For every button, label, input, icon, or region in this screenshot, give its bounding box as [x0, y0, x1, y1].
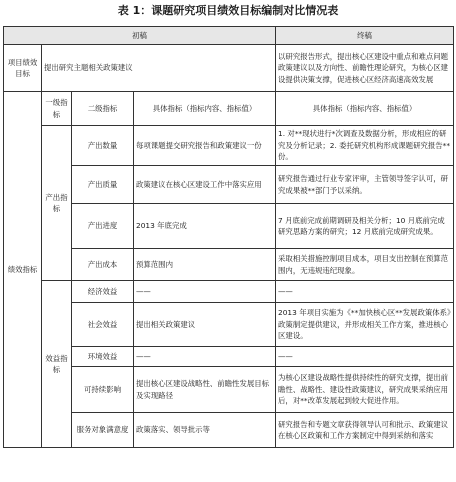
row-initial: 提出相关政策建议: [134, 303, 276, 347]
satisfaction-initial: 政策落实、领导批示等: [134, 413, 276, 448]
table-row: [4, 204, 454, 249]
project-goal-row: [4, 45, 454, 92]
table-row: [4, 126, 454, 166]
satisfaction-label: 服务对象满意度: [72, 413, 134, 448]
row-final: 为核心区建设战略性提供持续性的研究支撑，提出前瞻性、战略性、建设性政策建议，研究成果采纳应用后，对**改革发展起到较大促进作用。: [276, 367, 454, 413]
header-row: [4, 27, 454, 45]
row-initial: 政策建议在核心区建设工作中落实应用: [134, 166, 276, 204]
table-row: [4, 281, 454, 303]
row-name: 产出数量: [72, 126, 134, 166]
satisfaction-row: [4, 413, 454, 448]
row-initial: ——: [134, 281, 276, 303]
table-row: [4, 347, 454, 367]
row-name: 产出质量: [72, 166, 134, 204]
level2-header: 二级指标: [72, 92, 134, 126]
row-name: 社会效益: [72, 303, 134, 347]
row-name: 可持续影响: [72, 367, 134, 413]
row-final: 研究报告通过行业专家评审，主管领导签字认可，研究成果被**部门予以采纳。: [276, 166, 454, 204]
final-spec-header: 具体指标（指标内容、指标值）: [276, 92, 454, 126]
header-final: 终稿: [276, 27, 454, 45]
satisfaction-final: 研究报告和专题文章获得领导认可和批示、政策建议在核心区政策和工作方案制定中得到采纳和落实: [276, 413, 454, 448]
header-initial: 初稿: [4, 27, 276, 45]
row-final: 2013 年项目实施为《**加快核心区**发展政策体系》政策制定提供建议，并形成相关工作方案，推进核心区建设。: [276, 303, 454, 347]
row-name: 产出进度: [72, 204, 134, 249]
comparison-table: [3, 26, 454, 448]
initial-spec-header: 具体指标（指标内容、指标值）: [134, 92, 276, 126]
row-initial: 提出核心区建设战略性、前瞻性发展目标及实现路径: [134, 367, 276, 413]
table-title: 表 1：课题研究项目绩效目标编制对比情况表: [117, 4, 339, 17]
row-final: 1. 对**现状进行*次调查及数据分析，形成相应的研究及分析记录；2. 委托研究机构形成课题研究报告**份。: [276, 126, 454, 166]
output-indicator-label: 产出指标: [42, 126, 72, 281]
row-final: ——: [276, 347, 454, 367]
row-initial: 每项课题提交研究报告和政策建议一份: [134, 126, 276, 166]
project-goal-label: 项目绩效目标: [4, 45, 42, 92]
row-name: 产出成本: [72, 249, 134, 281]
row-initial: ——: [134, 347, 276, 367]
row-initial: 2013 年底完成: [134, 204, 276, 249]
row-name: 环境效益: [72, 347, 134, 367]
level-header-row: [4, 92, 454, 126]
perf-indicator-label: 绩效指标: [4, 92, 42, 448]
project-goal-initial: 提出研究主题相关政策建议: [42, 45, 276, 92]
row-initial: 预算范围内: [134, 249, 276, 281]
table-row: [4, 249, 454, 281]
row-name: 经济效益: [72, 281, 134, 303]
level1-header: 一级指标: [42, 92, 72, 126]
project-goal-final: 以研究报告形式，提出核心区建设中重点和难点问题政策建议以及方向性、前瞻性理论研究，为核心区建设提供决策支撑，促进核心区经济高速高效发展: [276, 45, 454, 92]
row-final: ——: [276, 281, 454, 303]
table-row: [4, 303, 454, 347]
benefit-indicator-label: 效益指标: [42, 281, 72, 448]
table-row: [4, 166, 454, 204]
table-row: [4, 367, 454, 413]
row-final: 采取相关措施控制项目成本，项目支出控制在预算范围内，无违规违纪现象。: [276, 249, 454, 281]
row-final: 7 月底前完成前期调研及相关分析；10 月底前完成研究思路方案的研究；12 月底前完成研究成果。: [276, 204, 454, 249]
